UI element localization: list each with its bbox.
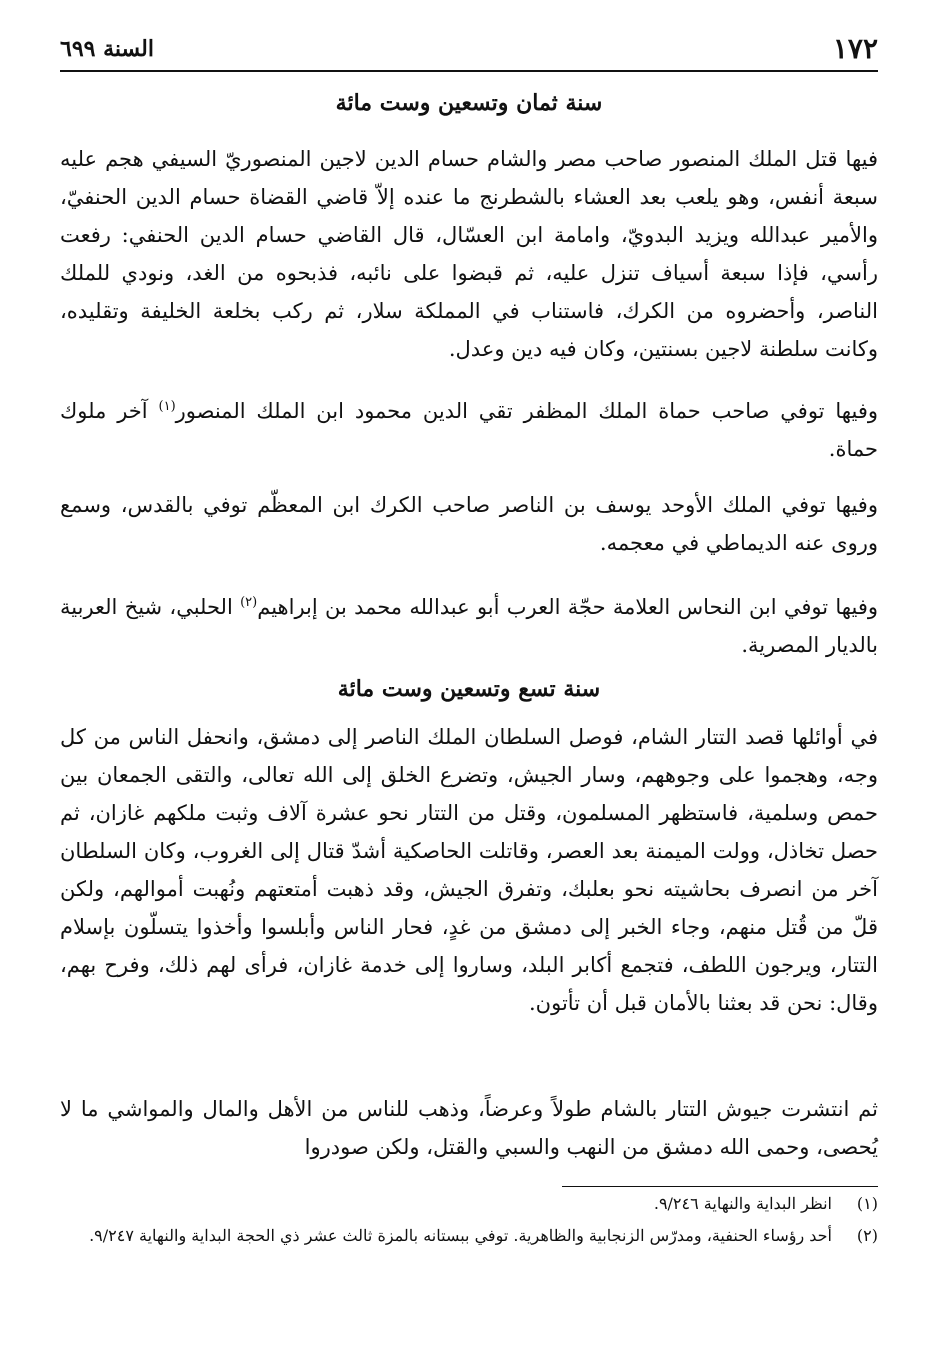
page-number: ١٧٢ (832, 32, 878, 65)
paragraph-text-tail: آخر ملوك حماة. (60, 399, 878, 461)
paragraph (60, 1090, 878, 1166)
footnote-number: (٢) (856, 1226, 878, 1245)
footnote (60, 1190, 878, 1218)
footnote-text: أحد رؤساء الحنفية، ومدرّس الزنجابية والظاهرية. توفي ببستانه بالمزة ثالث عشر ذي الحجة البداية والنهاية ٩/٢٤٧. (89, 1226, 832, 1245)
footnote (60, 1222, 878, 1250)
paragraph-text: وفيها توفي صاحب حماة الملك المظفر تقي الدين محمود ابن الملك المنصور (175, 399, 878, 423)
section-title-699: سنة تسع وتسعين وست مائة (337, 676, 601, 702)
book-page (60, 28, 878, 1338)
running-title: السنة ٦٩٩ (60, 36, 154, 62)
paragraph-text: ثم انتشرت جيوش التتار بالشام طولاً وعرضاً، وذهب للناس من الأهل والمال والمواشي ما لا يُحصى، وحمى الله دمشق من النهب والسبي والقتل، ولكن صودروا (60, 1097, 878, 1159)
paragraph-text: في أوائلها قصد التتار الشام، فوصل السلطان الملك الناصر إلى دمشق، وانحفل الناس من كل وجه، وهجموا على وجوههم، وسار الجيش، وتضرع الخلق إلى الله تعالى، والتقى الجمعان بين حمص وسلمية، فاستظهر المسلمون، وقتل من التتار نحو عشرة آلاف وثبت ملكهم غازان، ثم حصل تخاذل، وولت الميمنة بعد العصر، وقاتلت الحاصكية أشدّ قتال إلى الغروب، وكان السلطان آخر من انصرف بحاشيته نحو بعلبك، وتفرق الجيش، وقد ذهبت أمتعتهم ونُهبت أموالهم، ولكن قلّ من قُتل منهم، وجاء الخبر إلى دمشق من غدٍ، فحار الناس وأبلسوا وأخذوا يتسلّون بإسلام التتار، ويرجون اللطف، فتجمع أكابر البلد، وساروا إلى خدمة غازان، فرأى لهم ذلك، وفرح بهم، وقال: نحن قد بعثنا بالأمان قبل أن تأتون. (60, 725, 878, 1015)
paragraph (60, 718, 878, 1022)
paragraph (60, 388, 878, 468)
paragraph (60, 486, 878, 562)
footnote-text: انظر البداية والنهاية ٩/٢٤٦. (653, 1194, 832, 1213)
paragraph (60, 140, 878, 368)
footnote-ref[interactable]: (٢) (240, 595, 258, 610)
footnote-ref[interactable]: (١) (158, 399, 176, 414)
footnote-number: (١) (856, 1194, 878, 1213)
paragraph-text: فيها قتل الملك المنصور صاحب مصر والشام حسام الدين لاجين المنصوريّ السيفي هجم عليه سبعة أنفس، وهو يلعب بعد العشاء بالشطرنج ما عنده إلاّ قاضي القضاة حسام الدين الحنفيّ، والأمير عبدالله ويزيد البدويّ، وامامة ابن العسّال، قال القاضي حسام الدين الحنفي: رفعت رأسي، فإذا سبعة أسياف تنزل عليه، ثم قبضوا على نائبه، فذبحوه من الغد، ونودي للملك الناصر، وأحضروه من الكرك، فاستناب في المملكة سلار، ثم ركب بخلعة الخليفة وتقليده، وكانت سلطنة لاجين بسنتين، وكان فيه دين وعدل. (60, 147, 878, 361)
section-title-698: سنة ثمان وتسعين وست مائة (335, 90, 603, 116)
paragraph-text: وفيها توفي ابن النحاس العلامة حجّة العرب أبو عبدالله محمد بن إبراهيم (257, 595, 878, 619)
footnote-separator (562, 1186, 878, 1187)
paragraph-text-tail: الحلبي، شيخ العربية بالديار المصرية. (60, 595, 878, 657)
running-header (60, 28, 878, 72)
paragraph (60, 584, 878, 664)
paragraph-text: وفيها توفي الملك الأوحد يوسف بن الناصر صاحب الكرك ابن المعظّم توفي بالقدس، وسمع وروى عنه الديماطي في معجمه. (60, 493, 878, 555)
